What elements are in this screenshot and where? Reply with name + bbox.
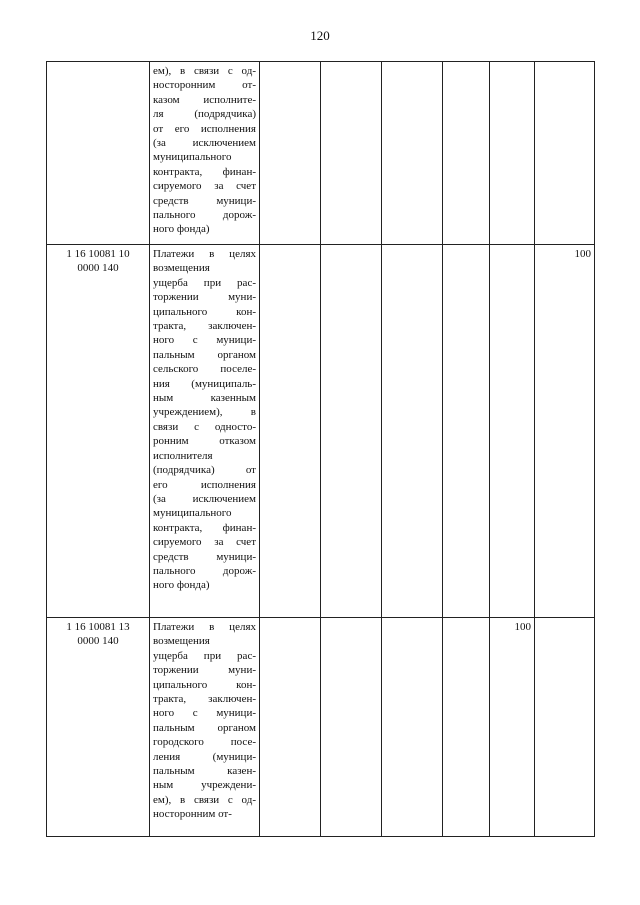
description-line: ного фонда) [153,579,210,592]
description-line: муниципального [153,151,232,164]
description-line: пального дорож- [153,209,256,222]
amount-cell [321,245,382,618]
budget-code-cell [47,245,150,618]
description-line: ного с муници- [153,334,256,347]
table-row [47,62,595,245]
description-line: исполнителя [153,449,213,462]
description-line: городского посе- [153,736,256,749]
budget-code-cell [47,618,150,837]
description-line: от его исполнения [153,122,256,135]
description-line: контракта, финан- [153,521,256,534]
description-line: ления (муници- [153,750,256,763]
description-line: сельского поселе- [153,363,256,376]
description-line: ципального кон- [153,305,256,318]
description-line: средств муници- [153,194,256,207]
amount-cell [382,62,443,245]
amount-cell [490,62,535,245]
page-number: 120 [310,28,330,43]
description-line: связи с односто- [153,420,256,433]
description-line: Платежи в целях [153,248,256,260]
description-line: средств муници- [153,550,256,563]
amount-cell [321,618,382,837]
description-line: казом исполните- [153,93,256,106]
amount-cell [321,62,382,245]
description-line: ным казенным [153,392,256,405]
budget-code-line: 0000 140 [77,635,119,648]
description-line: ля (подрядчика) [153,108,256,121]
description-line: сируемого за счет [153,536,256,549]
description-line: тракта, заключен- [153,693,256,706]
table-body [47,62,595,837]
description-line: пальным органом [153,348,256,361]
description-line: ного с муници- [153,707,256,720]
description-line: возмещения [153,635,210,648]
amount-cell [260,245,321,618]
description-line: (подрядчика) от [153,464,256,477]
description-line: пальным органом [153,721,256,734]
amount-cell [382,618,443,837]
description-line: ного фонда) [153,223,210,236]
description-line: носторонним от- [153,808,232,821]
description-line: контракта, финан- [153,165,256,178]
description-line: ным учреждени- [153,779,256,792]
description-line: учреждением), в [153,406,256,419]
description-line: ронним отказом [153,435,256,448]
description-line: сируемого за счет [153,180,256,193]
amount-cell [443,245,490,618]
amount-cell [535,62,595,245]
description-line: (за исключением [153,492,256,505]
description-line: его исполнения [153,478,256,491]
description-line: пальным казен- [153,765,256,778]
description-cell [150,618,260,837]
description-cell [150,245,260,618]
description-line: носторонним от- [153,79,256,92]
amount-cell [443,618,490,837]
description-line: ния (муниципаль- [153,377,256,390]
description-line: ем), в связи с од- [153,65,256,77]
description-line: (за исключением [153,137,256,150]
budget-table [46,61,595,837]
amount-cell [535,618,595,837]
table-row [47,618,595,837]
amount-cell [260,618,321,837]
table-row [47,245,595,618]
budget-code-cell [47,62,150,245]
description-line: пального дорож- [153,564,256,577]
budget-code-line: 1 16 10081 10 [66,248,130,260]
description-line: ущерба при рас- [153,276,256,289]
description-line: тракта, заключен- [153,320,256,333]
budget-code-line: 0000 140 [77,262,119,275]
amount-cell [443,62,490,245]
description-line: ципального кон- [153,678,256,691]
description-line: ущерба при рас- [153,649,256,662]
amount-cell [490,245,535,618]
amount-cell [260,62,321,245]
description-line: торжении муни- [153,291,256,304]
description-line: торжении муни- [153,664,256,677]
budget-code-line: 1 16 10081 13 [66,621,130,633]
amount-cell [382,245,443,618]
description-cell [150,62,260,245]
description-line: муниципального [153,507,232,520]
amount-cell: 100 [535,245,595,618]
amount-cell: 100 [490,618,535,837]
description-line: Платежи в целях [153,621,256,633]
description-line: ем), в связи с од- [153,793,256,806]
description-line: возмещения [153,262,210,275]
